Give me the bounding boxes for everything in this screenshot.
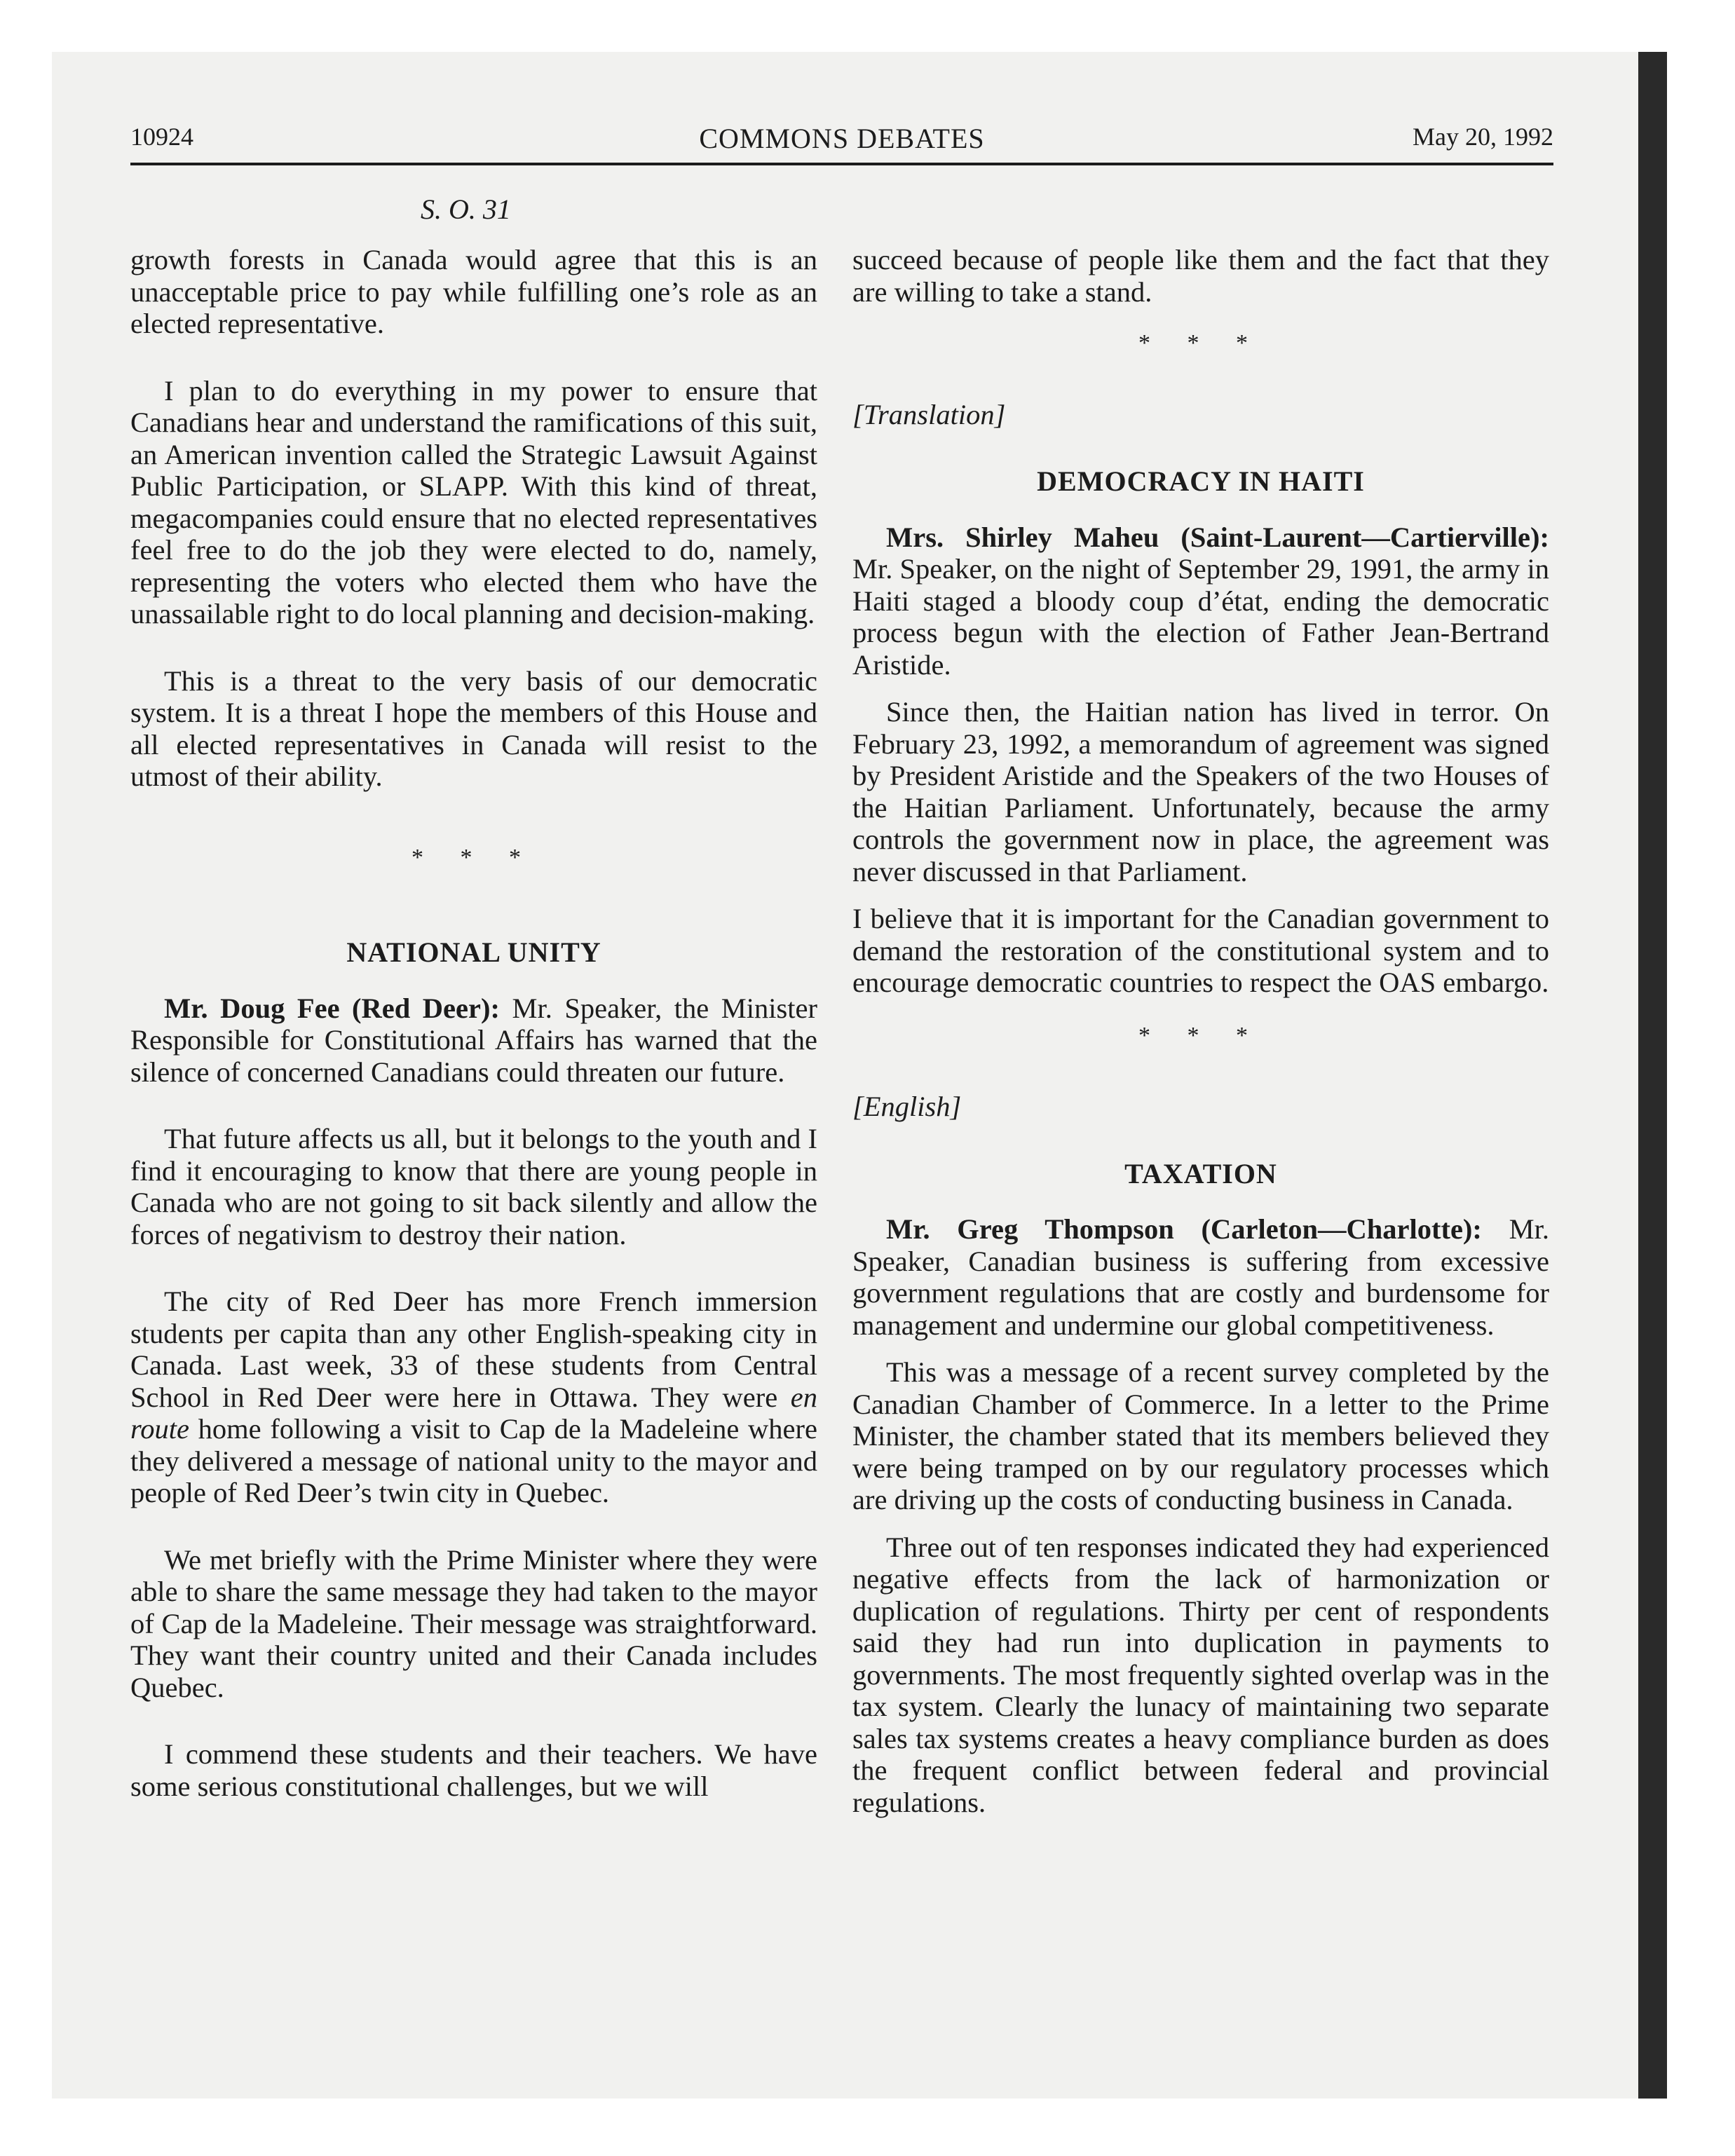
paragraph: That future affects us all, but it belongs to the youth and I find it encouraging to know that there are young people in Canada who are not going to sit back silently and allow the forces of negativism to destroy their nation. (130, 1123, 817, 1250)
speech-text: Mr. Speaker, Canadian business is suffering from excessive government regulations that are costly and burdensome for management and undermine our global competitiveness. (852, 1213, 1549, 1341)
page-header (130, 118, 1553, 167)
speech-text: Mr. Speaker, the Minister Responsible for Constitutional Affairs has warned that the silence of concerned Canadians could threaten our future. (130, 992, 817, 1088)
section-heading: NATIONAL UNITY (346, 936, 601, 968)
text-run: home following a visit to Cap de la Madeleine where they delivered a message of national unity to the mayor and people of Red Deer’s twin city in Quebec. (130, 1413, 817, 1508)
speech-paragraph (130, 992, 817, 1089)
paragraph: Since then, the Haitian nation has lived in terror. On February 23, 1992, a memorandum of agreement was signed by President Aristide and the Speakers of the two Houses of the Haitian Parliament. Unfortunately, because the army controls the government now in place, the agreement was never discussed in that Parliament. (852, 696, 1549, 887)
paragraph: This is a threat to the very basis of our democratic system. It is a threat I hope the members of this House and all elected representatives in Canada will resist to the utmost of their ability. (130, 664, 817, 792)
paragraph: This was a message of a recent survey completed by the Canadian Chamber of Commerce. In a letter to the Prime Minister, the chamber stated that its members believed they were being tramped on by our regulatory processes which are driving up the costs of conducting business in Canada. (852, 1356, 1549, 1515)
speech-paragraph (852, 521, 1549, 681)
paragraph: I commend these students and their teachers. We have some serious constitutional challenges, but we will (130, 1738, 817, 1802)
paragraph (130, 1285, 817, 1509)
publication-date: May 20, 1992 (1413, 123, 1553, 151)
paragraph: succeed because of people like them and the fact that they are willing to take a stand. (852, 244, 1549, 308)
right-column (852, 244, 1549, 1834)
language-marker: [English] (852, 1091, 962, 1122)
speech-paragraph (852, 1213, 1549, 1341)
language-marker: [Translation] (852, 398, 1006, 430)
header-rule (130, 163, 1553, 165)
section-separator: * * * (411, 844, 536, 871)
section-heading: DEMOCRACY IN HAITI (1037, 465, 1365, 497)
section-label: S. O. 31 (421, 193, 511, 225)
paragraph: I believe that it is important for the Canadian government to demand the restoration of the constitutional system and to encourage democratic countries to respect the OAS embargo. (852, 903, 1549, 998)
paragraph: I plan to do everything in my power to ensure that Canadians hear and understand the ramifications of this suit, an American invention called the Strategic Lawsuit Against Public Participation, or SLAPP. With this kind of threat, megacompanies could ensure that no elected representatives feel free to do the job they were elected to do, namely, representing the voters who elected them who have the unassailable right to do local planning and decision-making. (130, 374, 817, 629)
speech-text: Mr. Speaker, on the night of September 29, 1991, the army in Haiti staged a bloody coup d’état, ending the democratic process begun with the election of Father Jean-Bertrand Aristide. (852, 553, 1549, 681)
section-heading: TAXATION (1124, 1157, 1277, 1189)
paragraph: We met briefly with the Prime Minister where they were able to share the same message they had taken to the mayor of Cap de la Madeleine. Their message was straightforward. They want their country united and their Canada includes Quebec. (130, 1543, 817, 1703)
speaker-name: Mr. Doug Fee (Red Deer): (164, 992, 500, 1024)
publication-title: COMMONS DEBATES (699, 123, 985, 154)
speaker-name: Mr. Greg Thompson (Carleton—Charlotte): (886, 1213, 1482, 1245)
speaker-name: Mrs. Shirley Maheu (Saint-Laurent—Cartierville): (886, 521, 1549, 553)
section-separator: * * * (1138, 330, 1263, 356)
paragraph: growth forests in Canada would agree that this is an unacceptable price to pay while fulfilling one’s role as an elected representative. (130, 244, 817, 339)
page-number: 10924 (130, 123, 193, 151)
paragraph: Three out of ten responses indicated they had experienced negative effects from the lack of harmonization or duplication of regulations. Thirty per cent of respondents said they had run into duplication in payments to governments. The most frequently sighted overlap was in the tax system. Clearly the lunacy of maintaining two separate sales tax systems creates a heavy compliance burden as does the frequent conflict between federal and provincial regulations. (852, 1531, 1549, 1818)
section-separator: * * * (1138, 1022, 1263, 1049)
left-column (130, 244, 817, 1837)
text-run: The city of Red Deer has more French immersion students per capita than any other English-speaking city in Canada. Last week, 33 of these students from Central School in Red Deer were here in Ottawa. They were (130, 1285, 817, 1413)
scan-binding-edge (1638, 52, 1667, 2099)
italic-text: en route (130, 1381, 817, 1445)
